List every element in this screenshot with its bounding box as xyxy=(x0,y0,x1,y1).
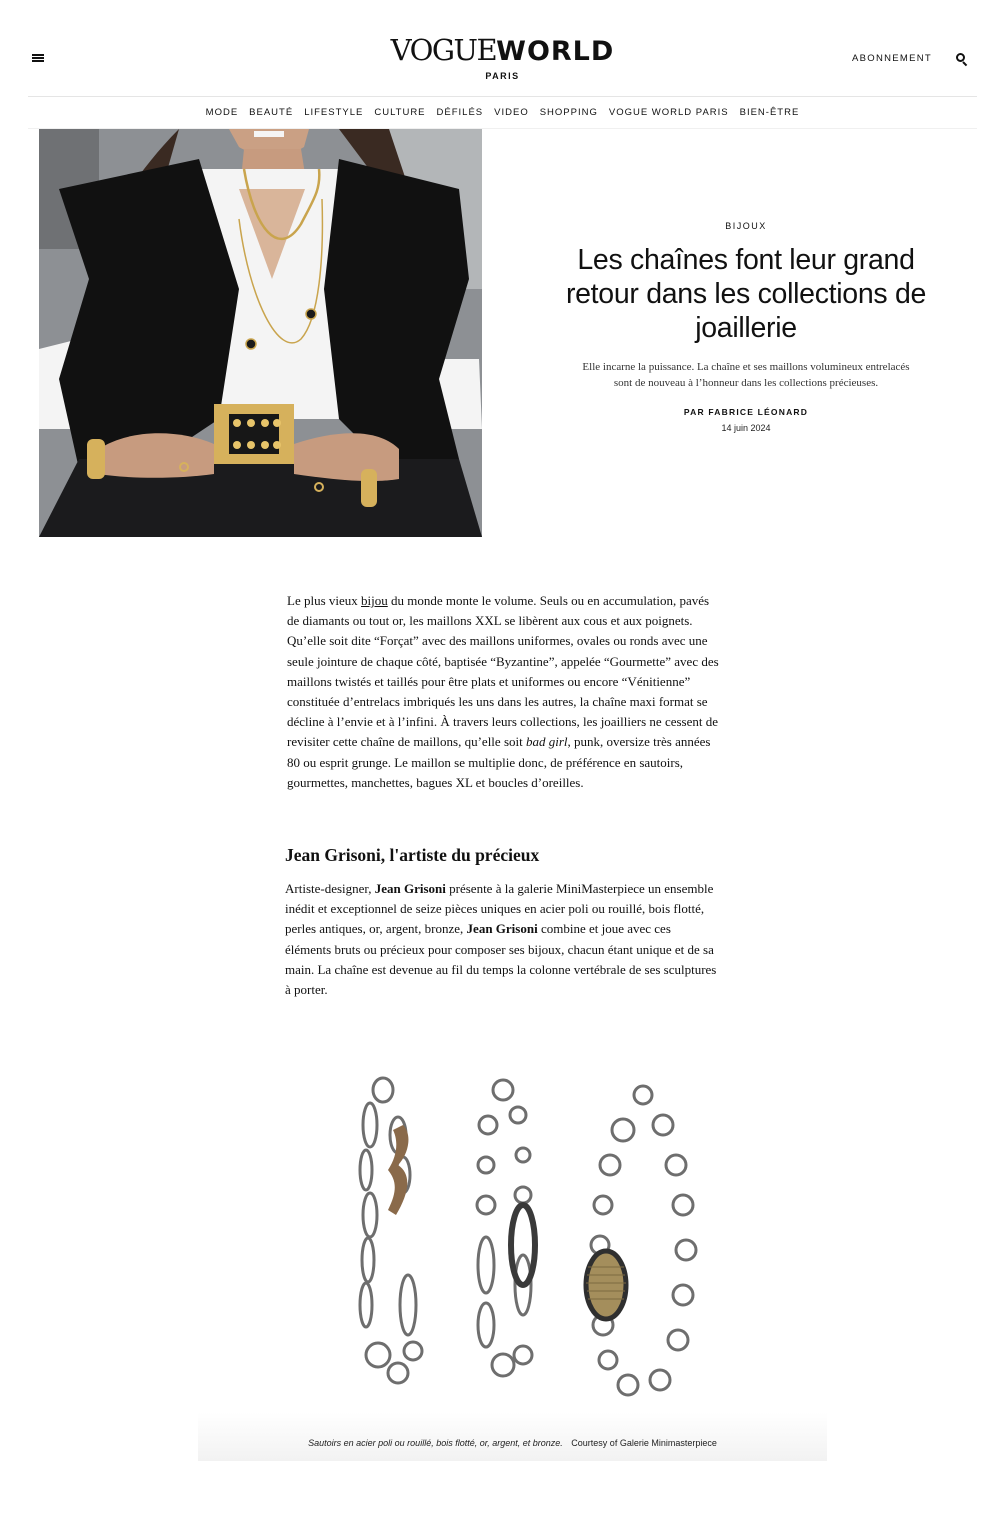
site-header xyxy=(0,0,1005,97)
nav-item-shopping[interactable]: SHOPPING xyxy=(539,107,598,118)
paragraph-text: du monde monte le volume. Seuls ou en accumulation, pavés de diamants ou tout or, les maillons XXL se libèrent aux cous et aux poignets. Qu’elle soit dite “Forçat” avec des maillons uniformes, ovales ou ronds avec une seule jointure de chaque côté, baptisée “Byzantine”, appelée “Gourmette” avec des maillons twistés et taillés pour être plats et uniformes ou encore “Vénitienne” constituée d’entrelacs imbriqués les uns dans les autres, la chaîne maxi format se décline à l’envie et à l’infini. À travers leurs collections, les joailliers ne cessent de revisiter cette chaîne de maillons, qu’elle soit xyxy=(287,593,719,750)
caption-text: Sautoirs en acier poli ou rouillé, bois flotté, or, argent, et bronze. xyxy=(308,1438,563,1448)
paragraph-text: Le plus vieux xyxy=(287,593,362,608)
main-nav xyxy=(0,97,1005,128)
figure-caption xyxy=(198,1438,827,1448)
bijou-link[interactable]: bijou xyxy=(361,593,388,608)
article-date: 14 juin 2024 xyxy=(721,423,771,433)
nav-item-bien-etre[interactable]: BIEN-ÊTRE xyxy=(739,107,800,118)
nav-item-video[interactable]: VIDEO xyxy=(494,107,529,118)
nav-item-mode[interactable]: MODE xyxy=(205,107,239,118)
article-kicker[interactable]: BIJOUX xyxy=(725,221,767,231)
subscribe-link[interactable]: ABONNEMENT xyxy=(852,53,933,64)
chains-illustration xyxy=(198,1055,827,1461)
paragraph-text: Artiste-designer, xyxy=(285,881,375,896)
article-paragraph xyxy=(287,591,719,793)
paragraph-emphasis: bad girl xyxy=(525,734,568,750)
logo-vogue: VOGUE xyxy=(390,33,497,67)
hero-image xyxy=(39,129,482,537)
caption-credit: Courtesy of Galerie Minimasterpiece xyxy=(571,1438,717,1448)
hero-illustration xyxy=(39,129,482,537)
nav-item-lifestyle[interactable]: LIFESTYLE xyxy=(304,107,364,118)
artist-name: Jean Grisoni xyxy=(466,921,538,937)
article-byline[interactable]: PAR FABRICE LÉONARD xyxy=(683,407,809,417)
article-paragraph xyxy=(285,879,719,1000)
artist-name: Jean Grisoni xyxy=(374,881,446,896)
nav-item-culture[interactable]: CULTURE xyxy=(374,107,426,118)
logo-edition: PARIS xyxy=(485,71,520,81)
nav-item-vogue-world-paris[interactable]: VOGUE WORLD PARIS xyxy=(608,107,729,118)
logo-world: WORLD xyxy=(496,36,615,67)
article-headline: Les chaînes font leur grand retour dans les collections de joaillerie xyxy=(565,244,927,344)
nav-item-defiles[interactable]: DÉFILÉS xyxy=(436,107,484,118)
paragraph-text: , punk, oversize très années 80 ou esprit grunge. Le maillon se multiplie donc, de préférence en sautoirs, gourmettes, manchettes, bagues XL et boucles d’oreilles. xyxy=(287,734,711,790)
nav-item-beaute[interactable]: BEAUTÉ xyxy=(249,107,294,118)
section-subhead: Jean Grisoni, l'artiste du précieux xyxy=(285,845,540,865)
article-dek: Elle incarne la puissance. La chaîne et ses maillons volumineux entrelacés sont de nouveau à l’honneur dans les collections précieuses. xyxy=(582,361,910,389)
paragraph-text: présente à la galerie MiniMasterpiece un ensemble inédit et exceptionnel de seize pièces uniques en acier poli ou rouillé, bois flotté, perles antiques, or, argent, bronze, xyxy=(285,881,714,937)
paragraph-text: combine et joue avec ces éléments bruts ou précieux pour composer ses bijoux, chacun étant unique et de sa main. La chaîne est devenue au fil du temps la colonne vertébrale de ses sculptures à porter. xyxy=(285,921,717,998)
article-figure-image xyxy=(198,1055,827,1461)
search-icon[interactable] xyxy=(956,53,968,65)
search-icon-handle xyxy=(962,61,967,66)
